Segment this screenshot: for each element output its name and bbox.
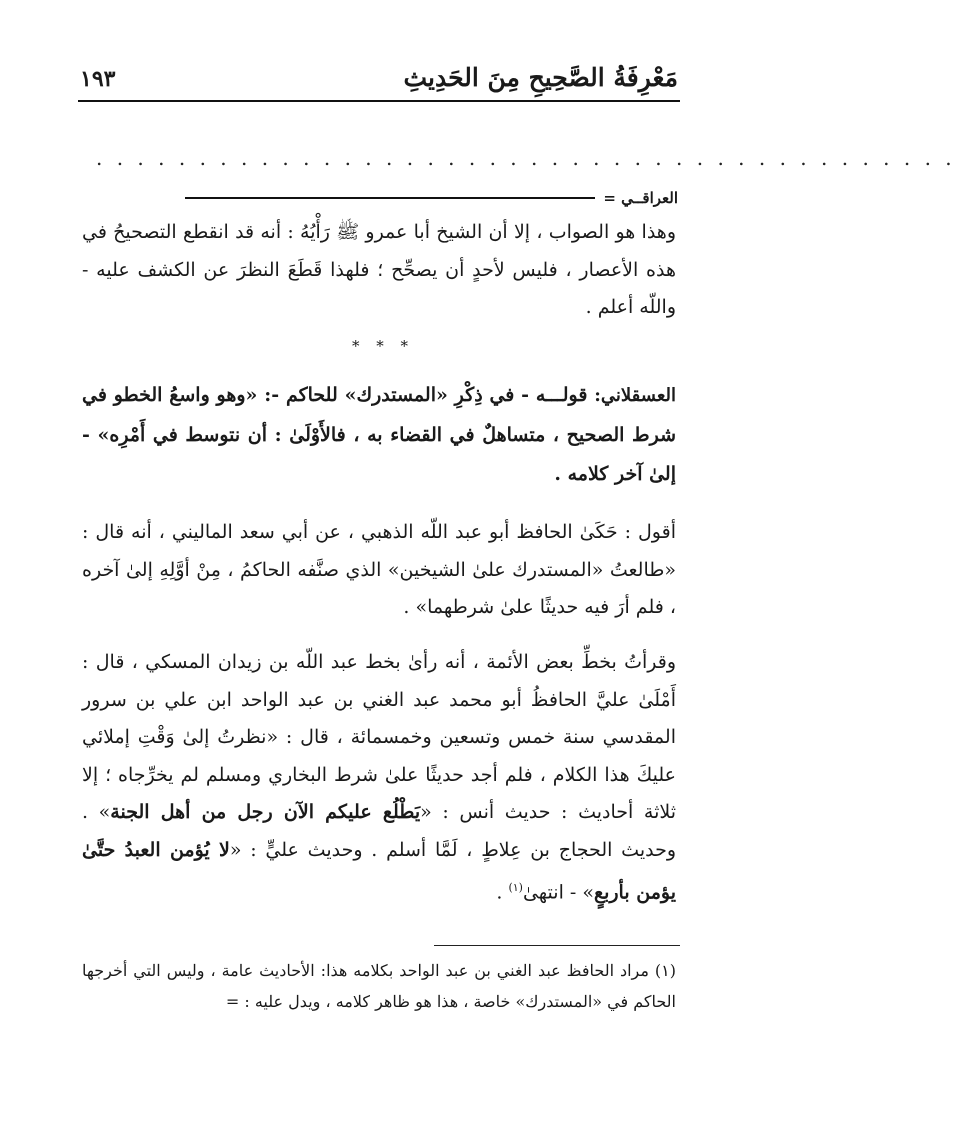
footnote: (١) مراد الحافظ عبد الغني بن عبد الواحد بكلامه هذا: الأحاديث عامة ، وليس التي أخرجها الحاكم في «المستدرك» خاصة ، هذا هو ظاهر كلامه ، ويدل عليه : = — [82, 961, 676, 1011]
iraqi-label: العراقــي = — [603, 189, 678, 207]
dotted-separator: . . . . . . . . . . . . . . . . . . . . . . . . . . . . . . . . . . . . . . . . . . — [96, 146, 956, 170]
paragraph-2 — [82, 644, 676, 912]
section-stars: * * * — [351, 337, 415, 355]
page-header — [80, 48, 678, 92]
header-rule — [78, 100, 680, 102]
footnote-rule — [434, 945, 680, 946]
paragraph-2-part-3: » - انتهىٰ — [522, 881, 594, 904]
asqalani-paragraph — [82, 376, 676, 495]
footnote-reference: (١) — [508, 881, 523, 894]
paragraph-1: أقول : حَكَىٰ الحافظ أبو عبد اللّه الذهبي ، عن أبي سعد الماليني ، أنه قال : «طالعتُ «المستدرك علىٰ الشيخين» الذي صنَّفه الحاكمُ ، مِنْ أوَّلِهِ إلىٰ آخره ، فلم أرَ فيه حديثًا علىٰ شرطهما» . — [82, 521, 676, 618]
running-title: مَعْرِفَةُ الصَّحِيحِ مِنَ الحَدِيثِ — [403, 63, 678, 92]
iraqi-paragraph: وهذا هو الصواب ، إلا أن الشيخ أبا عمرو ﷺ رَأْيُهُ : أنه قد انقطع التصحيحُ في هذه الأعصار ، فليس لأحدٍ أن يصحِّح ؛ فلهذا قَطَعَ النظرَ عن الكشف عليه - واللّه أعلم . — [82, 221, 676, 318]
hadith-quote-2: لا يُؤمن العبدُ حتَّىٰ يؤمن بأربعٍ — [82, 838, 676, 904]
page-number: ١٩٣ — [80, 66, 116, 92]
hadith-quote-1: يَطْلُع عليكم الآن رجل من أهل الجنة — [110, 801, 421, 823]
iraqi-heading — [80, 186, 678, 210]
paragraph-2-part-2: » . وحديث الحجاج بن عِلاطٍ ، لَمَّا أسلم . وحديث عليٍّ : « — [82, 801, 676, 861]
asqalani-label: العسقلاني: — [594, 385, 676, 406]
paragraph-2-end: . — [496, 881, 509, 904]
paragraph-2-part-1: وقرأتُ بخطِّ بعض الأئمة ، أنه رأىٰ بخط عبد اللّه بن زيدان المسكي ، قال : أَمْلَىٰ عليَّ الحافظُ أبو محمد عبد الغني بن عبد الواحد ابن علي بن سرور المقدسي سنة خمس وتسعين وخمسمائة ، قال : «نظرتُ إلىٰ وَقْتِ إملائي عليكَ هذا الكلام ، فلم أجد حديثًا علىٰ شرط البخاري ومسلم لم يخرِّجاه ؛ إلا ثلاثة أحاديث : حديث أنس : « — [82, 651, 677, 823]
iraqi-rule — [185, 197, 595, 199]
asqalani-quote: قولـــه - في ذِكْرِ «المستدرك» للحاكم -: «وهو واسعُ الخطو في شرط الصحيح ، متساهلٌ في القضاء به ، فالأَوْلَىٰ : أن نتوسط في أَمْرِه» - إلىٰ آخر كلامه . — [82, 384, 676, 485]
